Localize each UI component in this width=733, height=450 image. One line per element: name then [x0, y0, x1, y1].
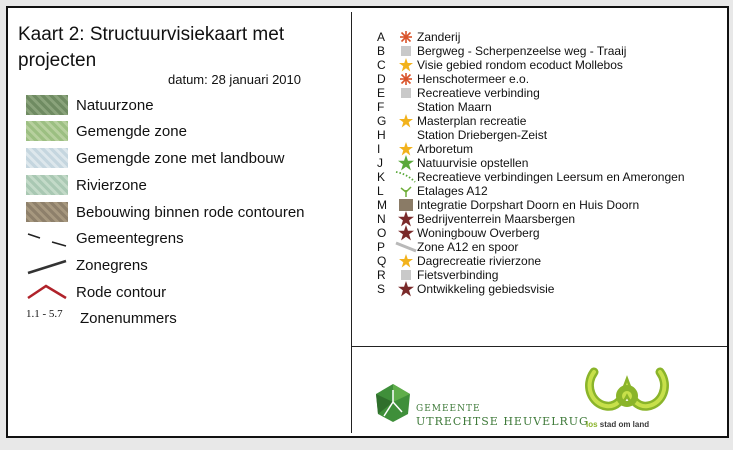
project-item: [377, 86, 685, 100]
brown-square-icon: [395, 198, 417, 212]
project-label: Fietsverbinding: [417, 268, 499, 282]
legend-label: Zonenummers: [80, 309, 177, 327]
project-item: [377, 198, 685, 212]
project-item: [377, 100, 685, 114]
legend-label: Gemengde zone: [76, 122, 187, 140]
project-code: A: [377, 30, 386, 44]
project-label: Henschotermeer e.o.: [417, 72, 530, 86]
bebouwing-swatch: [26, 202, 68, 222]
gemengde-zone-swatch: [26, 121, 68, 141]
los-stad-om-land-logo-icon: [584, 366, 670, 422]
project-list: [377, 30, 685, 296]
natuurzone-swatch: [26, 95, 68, 115]
project-label: Recreatieve verbindingen Leersum en Amerongen: [417, 170, 685, 184]
legend-natuurzone: [26, 94, 154, 116]
landbouw-swatch: [26, 148, 68, 168]
yellow-star-icon: [395, 58, 417, 72]
project-code: G: [377, 114, 387, 128]
project-item: [377, 58, 685, 72]
project-label: Zone A12 en spoor: [417, 240, 519, 254]
project-label: Dagrecreatie rivierzone: [417, 254, 542, 268]
red-asterisk-icon: [395, 30, 417, 44]
dashed-line-icon: [26, 228, 68, 248]
maroon-star-icon: [395, 212, 417, 226]
project-icon-empty: [395, 100, 417, 114]
project-code: H: [377, 128, 386, 142]
legend-rode-contour: [26, 281, 166, 303]
project-code: Q: [377, 254, 387, 268]
project-code: J: [377, 156, 383, 170]
project-code: E: [377, 86, 386, 100]
horizontal-divider: [352, 346, 727, 347]
project-code: L: [377, 184, 384, 198]
los-prefix: los: [586, 420, 598, 429]
gray-square-icon: [395, 44, 417, 58]
gray-square-icon: [395, 268, 417, 282]
legend-gemengde-zone-landbouw: [26, 147, 284, 169]
gemeente-line2: UTRECHTSE HEUVELRUG: [416, 415, 589, 428]
project-label: Natuurvisie opstellen: [417, 156, 529, 170]
legend-frame: [6, 6, 729, 438]
project-label: Bedrijventerrein Maarsbergen: [417, 212, 576, 226]
project-code: I: [377, 142, 381, 156]
project-code: C: [377, 58, 386, 72]
project-code: N: [377, 212, 386, 226]
project-code: P: [377, 240, 386, 254]
gray-line-icon: [395, 240, 417, 254]
project-item: [377, 282, 685, 296]
legend-zonegrens: [26, 254, 148, 276]
project-label: Woningbouw Overberg: [417, 226, 540, 240]
legend-label: Rivierzone: [76, 176, 147, 194]
gemeente-logo-icon: [372, 382, 414, 424]
project-item: [377, 254, 685, 268]
legend-gemeentegrens: [26, 227, 184, 249]
project-code: M: [377, 198, 387, 212]
legend-label: Natuurzone: [76, 96, 154, 114]
green-dotted-arrow-icon: [395, 170, 417, 184]
project-item: [377, 156, 685, 170]
los-tagline: [586, 420, 649, 429]
project-code: D: [377, 72, 386, 86]
legend-label: Zonegrens: [76, 256, 148, 274]
vertical-divider: [351, 12, 352, 433]
legend-label: Gemengde zone met landbouw: [76, 149, 285, 167]
legend-zonenummers: [26, 307, 177, 329]
project-code: R: [377, 268, 386, 282]
project-label: Bergweg - Scherpenzeelse weg - Traaij: [417, 44, 627, 58]
project-item: [377, 240, 685, 254]
project-code: S: [377, 282, 386, 296]
gemeente-name: [416, 404, 589, 429]
legend-gemengde-zone: [26, 120, 187, 142]
project-item: [377, 212, 685, 226]
project-item: [377, 268, 685, 282]
map-title: Kaart 2: Structuurvisiekaart met projecten: [18, 24, 285, 71]
project-code: B: [377, 44, 386, 58]
project-label: Etalages A12: [417, 184, 488, 198]
rivierzone-swatch: [26, 175, 68, 195]
project-item: [377, 44, 685, 58]
green-sprout-icon: [395, 184, 417, 198]
project-label: Ontwikkeling gebiedsvisie: [417, 282, 555, 296]
project-item: [377, 128, 685, 142]
project-label: Zanderij: [417, 30, 461, 44]
legend-label: Gemeentegrens: [76, 229, 184, 247]
project-label: Masterplan recreatie: [417, 114, 527, 128]
project-item: [377, 30, 685, 44]
yellow-star-icon: [395, 254, 417, 268]
legend-label: Rode contour: [76, 283, 167, 301]
map-date: datum: 28 januari 2010: [168, 72, 301, 87]
yellow-star-icon: [395, 142, 417, 156]
maroon-star-icon: [395, 282, 417, 296]
project-icon-empty: [395, 128, 417, 142]
solid-line-icon: [26, 255, 68, 275]
project-item: [377, 226, 685, 240]
los-rest: stad om land: [597, 420, 650, 429]
zone-number-sample: 1.1 - 5.7: [26, 308, 63, 320]
legend-bebouwing: [26, 201, 305, 223]
project-label: Visie gebied rondom ecoduct Mollebos: [417, 58, 623, 72]
project-item: [377, 170, 685, 184]
project-item: [377, 72, 685, 86]
project-label: Station Driebergen-Zeist: [417, 128, 548, 142]
project-code: K: [377, 170, 386, 184]
project-item: [377, 114, 685, 128]
legend-label: Bebouwing binnen rode contouren: [76, 203, 305, 221]
project-code: O: [377, 226, 387, 240]
green-star-icon: [395, 156, 417, 170]
maroon-star-icon: [395, 226, 417, 240]
project-item: [377, 184, 685, 198]
red-asterisk-icon: [395, 72, 417, 86]
legend-rivierzone: [26, 174, 147, 196]
project-item: [377, 142, 685, 156]
project-label: Station Maarn: [417, 100, 492, 114]
gray-square-icon: [395, 86, 417, 100]
red-chevron-icon: [26, 282, 68, 302]
project-label: Arboretum: [417, 142, 474, 156]
gemeente-line1: GEMEENTE: [416, 404, 481, 414]
project-code: F: [377, 100, 385, 114]
yellow-star-icon: [395, 114, 417, 128]
project-label: Recreatieve verbinding: [417, 86, 540, 100]
project-label: Integratie Dorpshart Doorn en Huis Doorn: [417, 198, 640, 212]
